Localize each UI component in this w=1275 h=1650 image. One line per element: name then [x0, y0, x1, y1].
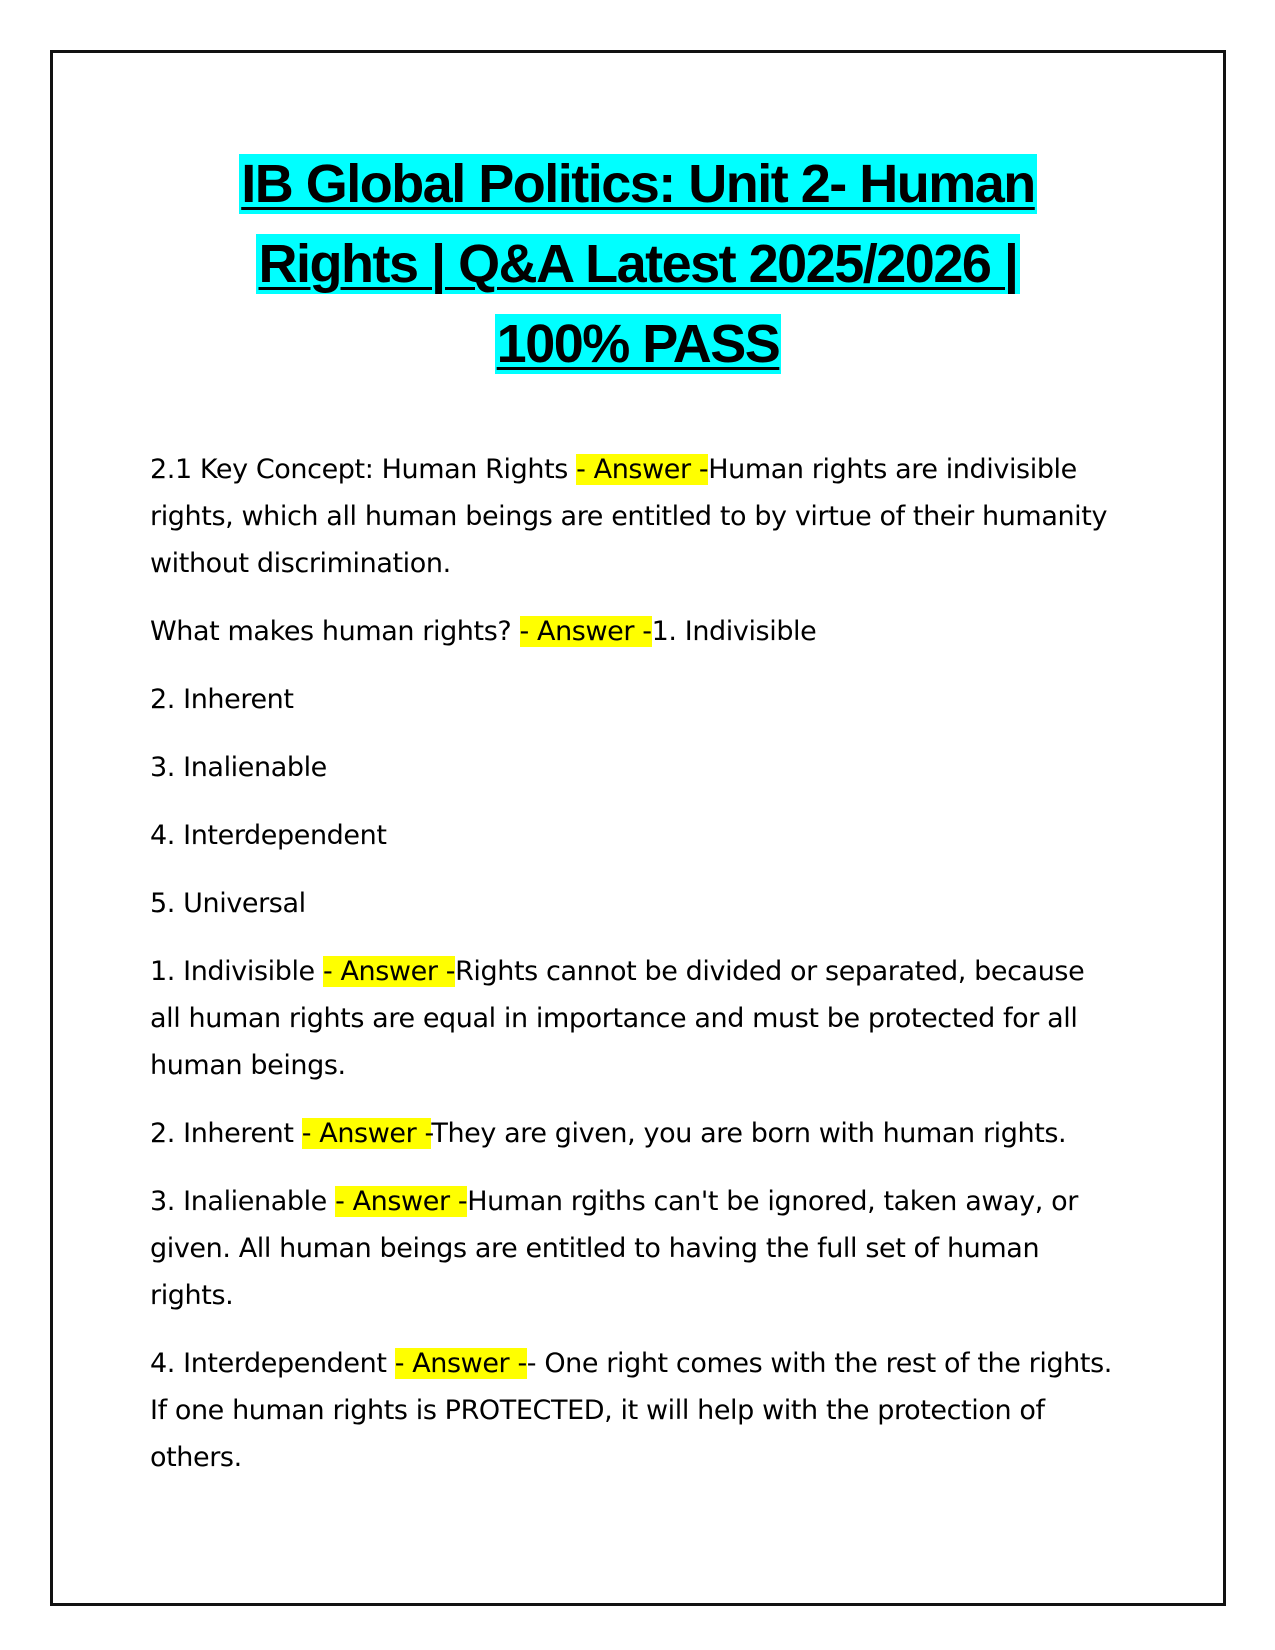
- answer-marker: - Answer -: [301, 1118, 432, 1149]
- list-item-inalienable: 3. Inalienable: [150, 752, 327, 783]
- qa-entry-inherent: [150, 1110, 1115, 1157]
- title-line-3: 100% PASS: [496, 314, 780, 374]
- title-line-1: IB Global Politics: Unit 2- Human: [241, 154, 1035, 214]
- list-item-inherent: 2. Inherent: [150, 684, 294, 715]
- question-text: 1. Indivisible: [150, 956, 323, 987]
- answer-marker: - Answer -: [519, 616, 652, 647]
- answer-text: - One right comes with the rest of the rights. If one human rights is PROTECTED, it will help with the protection of others.: [150, 1348, 1112, 1473]
- question-text: 3. Inalienable: [150, 1186, 336, 1217]
- document-title: [53, 144, 1223, 384]
- answer-text: They are given, you are born with human rights.: [431, 1118, 1067, 1149]
- answer-marker: - Answer -: [322, 956, 456, 987]
- qa-entry-what-makes: [150, 608, 1115, 655]
- question-text: 2. Inherent: [150, 1118, 302, 1149]
- qa-content: [150, 446, 1115, 1502]
- qa-entry-indivisible: [150, 948, 1115, 1089]
- list-item-universal: 5. Universal: [150, 888, 306, 919]
- answer-text: 1. Indivisible: [651, 616, 817, 647]
- answer-text: Human rgiths can't be ignored, taken away, or given. All human beings are entitled to having the full set of human rights.: [150, 1186, 1078, 1311]
- answer-text: Rights cannot be divided or separated, because all human rights are equal in importance and must be protected for all human beings.: [150, 956, 1085, 1081]
- answer-marker: - Answer -: [394, 1348, 527, 1379]
- list-item-interdependent: 4. Interdependent: [150, 820, 387, 851]
- answer-text: Human rights are indivisible rights, which all human beings are entitled to by virtue of their humanity without discrimination.: [150, 454, 1108, 579]
- question-text: What makes human rights?: [150, 616, 520, 647]
- answer-marker: - Answer -: [335, 1186, 468, 1217]
- title-line-2: Rights | Q&A Latest 2025/2026 |: [258, 234, 1018, 294]
- question-text: 4. Interdependent: [150, 1348, 395, 1379]
- qa-entry-interdependent: [150, 1340, 1115, 1481]
- answer-marker: - Answer -: [576, 454, 709, 485]
- qa-entry-key-concept: [150, 446, 1115, 587]
- question-text: 2.1 Key Concept: Human Rights: [150, 454, 577, 485]
- qa-entry-inalienable: [150, 1178, 1115, 1319]
